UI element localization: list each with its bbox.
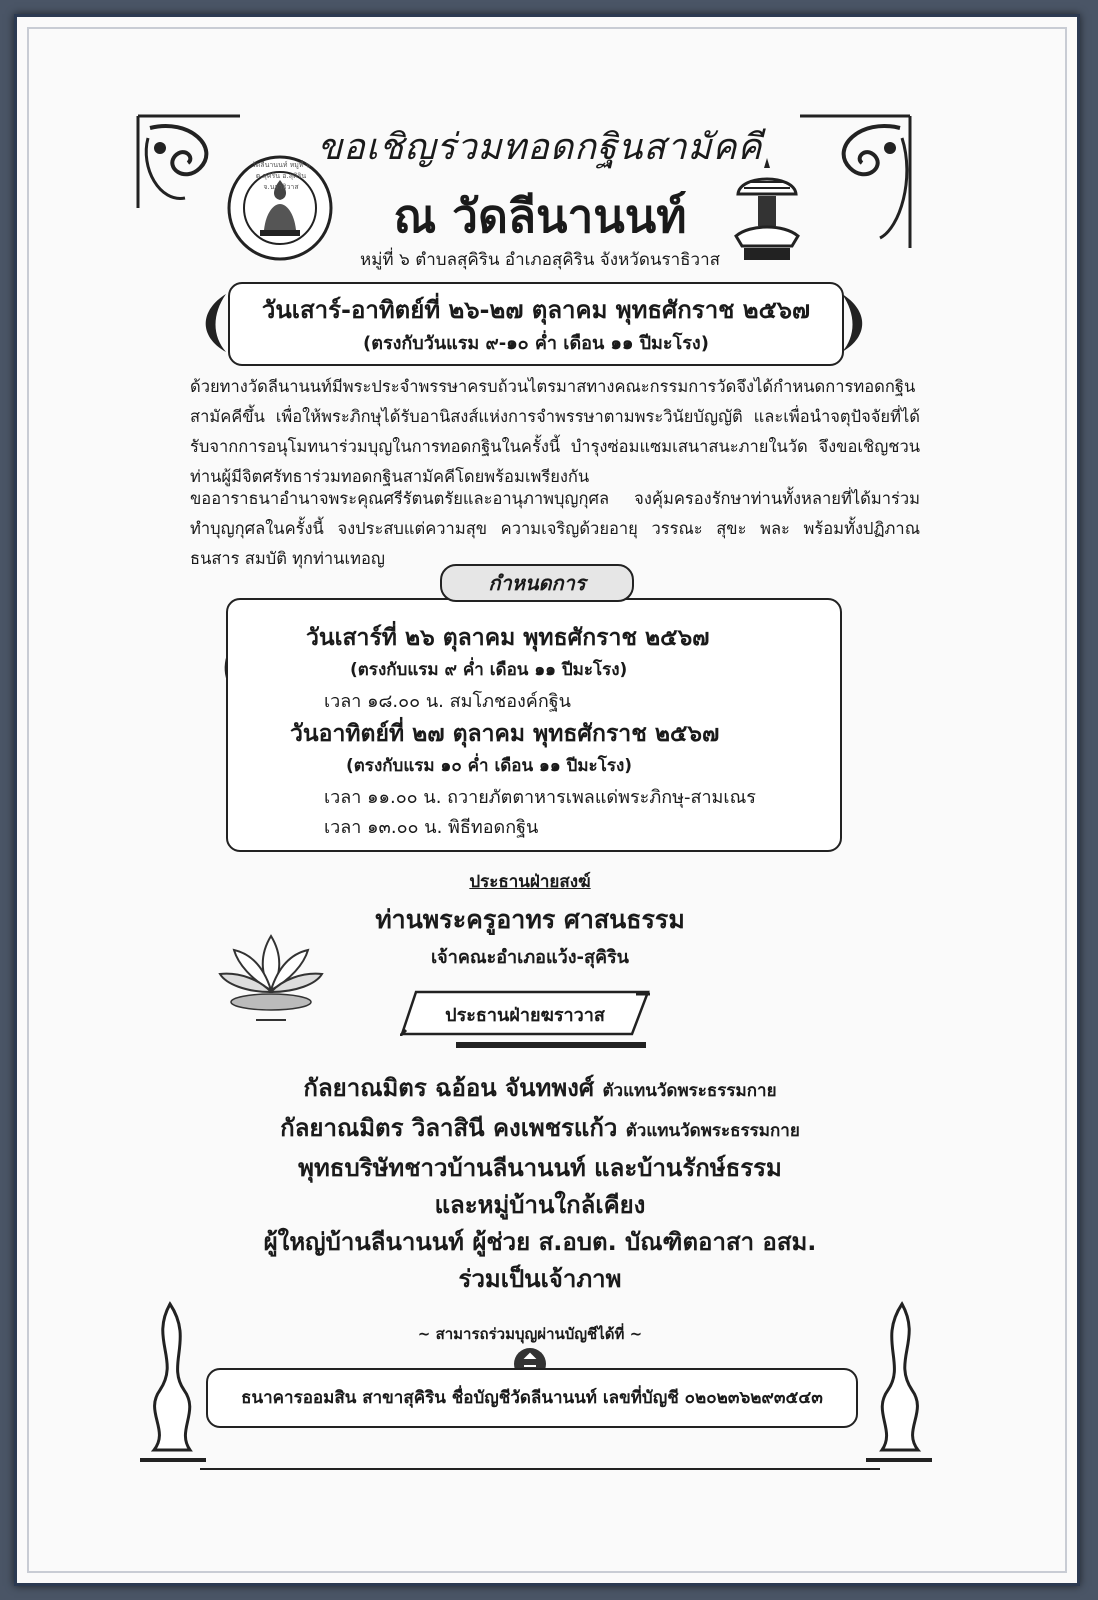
temple-address: หมู่ที่ ๖ ตำบลสุคิริน อำเภอสุคิริน จังหวัดนราธิวาส [360,250,720,270]
bottom-divider [200,1468,880,1470]
schedule-day2-lunar: (ตรงกับแรม ๑๐ ค่ำ เดือน ๑๑ ปีมะโรง) [346,756,633,776]
flame-ornament-left-icon [196,290,232,356]
monk-chair-name: ท่านพระครูอาทร ศาสนธรรม [375,905,685,934]
lay-chair-label: ประธานฝ่ายฆราวาส [445,1005,605,1026]
donation-note: ~ สามารถร่วมบุญผ่านบัญชีได้ที่ ~ [417,1325,643,1343]
lotus-icon [216,930,326,1026]
naga-ornament-right-icon [862,1300,942,1470]
monk-chair-position: เจ้าคณะอำเภอแว้ง-สุคิริน [431,947,629,968]
schedule-day1-lunar: (ตรงกับแรม ๙ ค่ำ เดือน ๑๑ ปีมะโรง) [350,660,628,680]
naga-ornament-left-icon [130,1300,210,1470]
date-line: วันเสาร์-อาทิตย์ที่ ๒๖-๒๗ ตุลาคม พุทธศักราช ๒๕๖๗ [261,296,811,324]
host-1: กัลยาณมิตร ฉอ้อน จันทพงศ์ ตัวแทนวัดพระธรรมกาย [303,1074,777,1102]
temple-seal-text: วัดลีนานนท์ หมู่ที่ ๖ ต.สุคิริน อ.สุคิริน จ.นราธิวาส [251,161,311,191]
hosts-list [160,1070,920,1298]
banner-shadow-bar [456,1042,646,1048]
temple-name: ณ วัดลีนานนท์ [393,189,687,243]
schedule-day2: วันอาทิตย์ที่ ๒๗ ตุลาคม พุทธศักราช ๒๕๖๗ [290,721,720,747]
bank-account-box: ธนาคารออมสิน สาขาสุคิริน ชื่อบัญชีวัดลีนานนท์ เลขที่บัญชี ๐๒๐๒๓๖๒๙๓๕๔๓ [206,1368,858,1428]
paragraph-1: ด้วยทางวัดลีนานนท์มีพระประจำพรรษาครบถ้วนไตรมาสทางคณะกรรมการวัดจึงได้กำหนดการทอดกฐินสามัคคีขึ้น เพื่อให้พระภิกษุได้รับอานิสงส์แห่งการจำพรรษาตามพระวินัยบัญญัติ และเพื่อนำจตุปัจจัยที่ได้รับจากการอนุโมทนาร่วมบุญในการทอดกฐินในครั้งนี้ บำรุงซ่อมแซมเสนาสนะภายในวัด จึงขอเชิญชวนท่านผู้มีจิตศรัทธาร่วมทอดกฐินสามัคคีโดยพร้อมเพรียงกัน [190,377,920,486]
schedule-day1-item: เวลา ๑๘.๐๐ น. สมโภชองค์กฐิน [324,691,571,712]
schedule-heading: กำหนดการ [440,564,634,602]
lunar-date-line: (ตรงกับวันแรม ๙-๑๐ ค่ำ เดือน ๑๑ ปีมะโรง) [363,333,709,354]
host-2: กัลยาณมิตร วิลาสินี คงเพชรแก้ว ตัวแทนวัดพระธรรมกาย [280,1114,800,1142]
host-4: และหมู่บ้านใกล้เคียง [434,1191,646,1219]
schedule-box [226,598,842,852]
date-box [228,282,844,366]
monk-chair-label: ประธานฝ่ายสงฆ์ [469,872,591,892]
host-3: พุทธบริษัทชาวบ้านลีนานนท์ และบ้านรักษ์ธรรม [298,1154,782,1182]
schedule-day1: วันเสาร์ที่ ๒๖ ตุลาคม พุทธศักราช ๒๕๖๗ [306,625,710,651]
host-5: ผู้ใหญ่บ้านลีนานนท์ ผู้ช่วย ส.อบต. บัณฑิตอาสา อสม. [263,1228,817,1256]
invitation-title: ขอเชิญร่วมทอดกฐินสามัคคี [317,127,763,168]
schedule-day2-item2: เวลา ๑๓.๐๐ น. พิธีทอดกฐิน [324,817,539,838]
host-6: ร่วมเป็นเจ้าภาพ [458,1265,622,1293]
paragraph-2: ขออาราธนาอำนาจพระคุณศรีรัตนตรัยและอานุภาพบุญกุศล จงคุ้มครองรักษาท่านทั้งหลายที่ได้มาร่วมทำบุญกุศลในครั้งนี้ จงประสบแต่ความสุข ความเจริญด้วยอายุ วรรณะ สุขะ พละ พร้อมทั้งปฏิภาณ ธนสาร สมบัติ ทุกท่านเทอญ [190,489,920,568]
schedule-day2-item1: เวลา ๑๑.๐๐ น. ถวายภัตตาหารเพลแด่พระภิกษุ-สามเณร [324,787,756,808]
